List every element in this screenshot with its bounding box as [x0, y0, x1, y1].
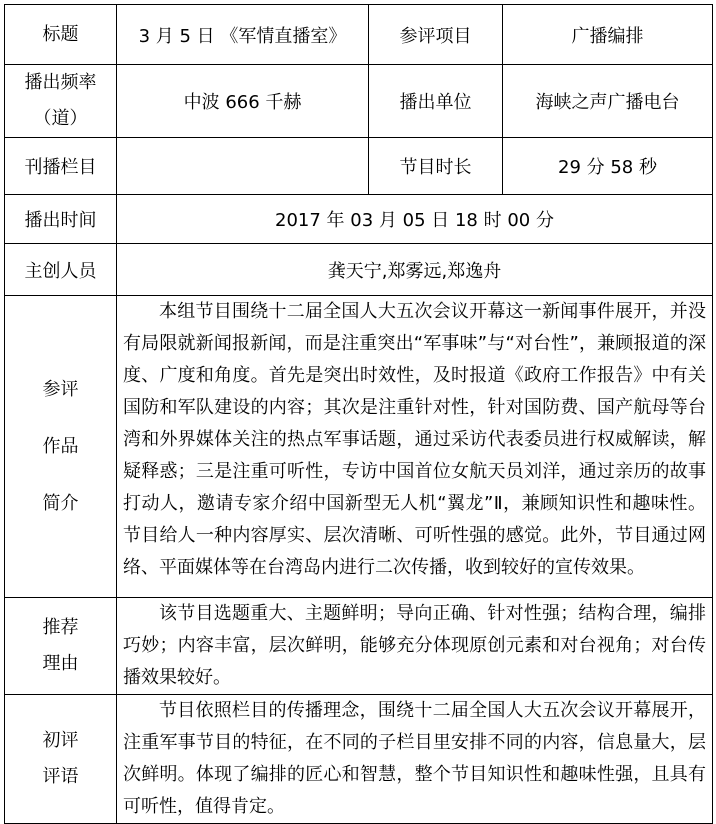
category-label: 参评项目: [369, 5, 503, 65]
column-row: [5, 138, 713, 195]
reason-label-line1: 推荐: [42, 617, 79, 638]
title-label: 标题: [5, 5, 117, 65]
intro-label: [5, 296, 117, 598]
creators-label: 主创人员: [5, 244, 117, 296]
airtime-value: 2017 年 03 月 05 日 18 时 00 分: [117, 195, 713, 244]
intro-label-line2: 作品: [42, 436, 79, 457]
reason-text-cell: [117, 598, 713, 695]
frequency-value: 中波 666 千赫: [117, 65, 369, 138]
frequency-row: [5, 65, 713, 138]
frequency-label-line1: 播出频率: [24, 72, 97, 93]
intro-text: 本组节目围绕十二届全国人大五次会议开幕这一新闻事件展开，并没有局限就新闻报新闻，而是注重突出“军事味”与“对台性”，兼顾报道的深度、广度和角度。首先是突出时效性，及时报道《政府工作报告》中有关国防和军队建设的内容；其次是注重针对性，针对国防费、国产航母等台湾和外界媒体关注的热点军事话题，通过采访代表委员进行权威解读，解疑释惑；三是注重可听性，专访中国首位女航天员刘洋，通过亲历的故事打动人，邀请专家介绍中国新型无人机“翼龙”Ⅱ，兼顾知识性和趣味性。节目给人一种内容厚实、层次清晰、可听性强的感觉。此外，节目通过网络、平面媒体等在台湾岛内进行二次传播，收到较好的宣传效果。: [123, 301, 706, 578]
intro-label-line1: 参评: [42, 379, 79, 400]
category-value: 广播编排: [503, 5, 713, 65]
broadcaster-value: 海峡之声广播电台: [503, 65, 713, 138]
duration-label: 节目时长: [369, 138, 503, 195]
comment-label-line2: 评语: [42, 766, 79, 787]
broadcaster-label: 播出单位: [369, 65, 503, 138]
reason-label-line2: 理由: [42, 653, 79, 674]
reason-row: [5, 598, 713, 695]
frequency-label: [5, 65, 117, 138]
intro-label-line3: 简介: [42, 493, 79, 514]
entry-form-table: [4, 4, 713, 824]
airtime-row: [5, 195, 713, 244]
title-value: 3 月 5 日 《军情直播室》: [117, 5, 369, 65]
frequency-label-line2: （道）: [33, 108, 88, 129]
creators-row: [5, 244, 713, 296]
comment-row: [5, 695, 713, 824]
comment-text: 节目依照栏目的传播理念，围绕十二届全国人大五次会议开幕展开，注重军事节目的特征，在不同的子栏目里安排不同的内容，信息量大，层次鲜明。体现了编排的匠心和智慧，整个节目知识性和趣味性强，且具有可听性，值得肯定。: [123, 700, 706, 817]
intro-row: [5, 296, 713, 598]
column-value: [117, 138, 369, 195]
comment-text-cell: [117, 695, 713, 824]
reason-label: [5, 598, 117, 695]
creators-value: 龚天宁,郑雾远,郑逸舟: [117, 244, 713, 296]
comment-label: [5, 695, 117, 824]
airtime-label: 播出时间: [5, 195, 117, 244]
column-label: 刊播栏目: [5, 138, 117, 195]
reason-text: 该节目选题重大、主题鲜明；导向正确、针对性强；结构合理，编排巧妙；内容丰富，层次鲜明，能够充分体现原创元素和对台视角；对台传播效果较好。: [123, 603, 706, 688]
intro-text-cell: [117, 296, 713, 598]
comment-label-line1: 初评: [42, 730, 79, 751]
title-row: [5, 5, 713, 65]
duration-value: 29 分 58 秒: [503, 138, 713, 195]
